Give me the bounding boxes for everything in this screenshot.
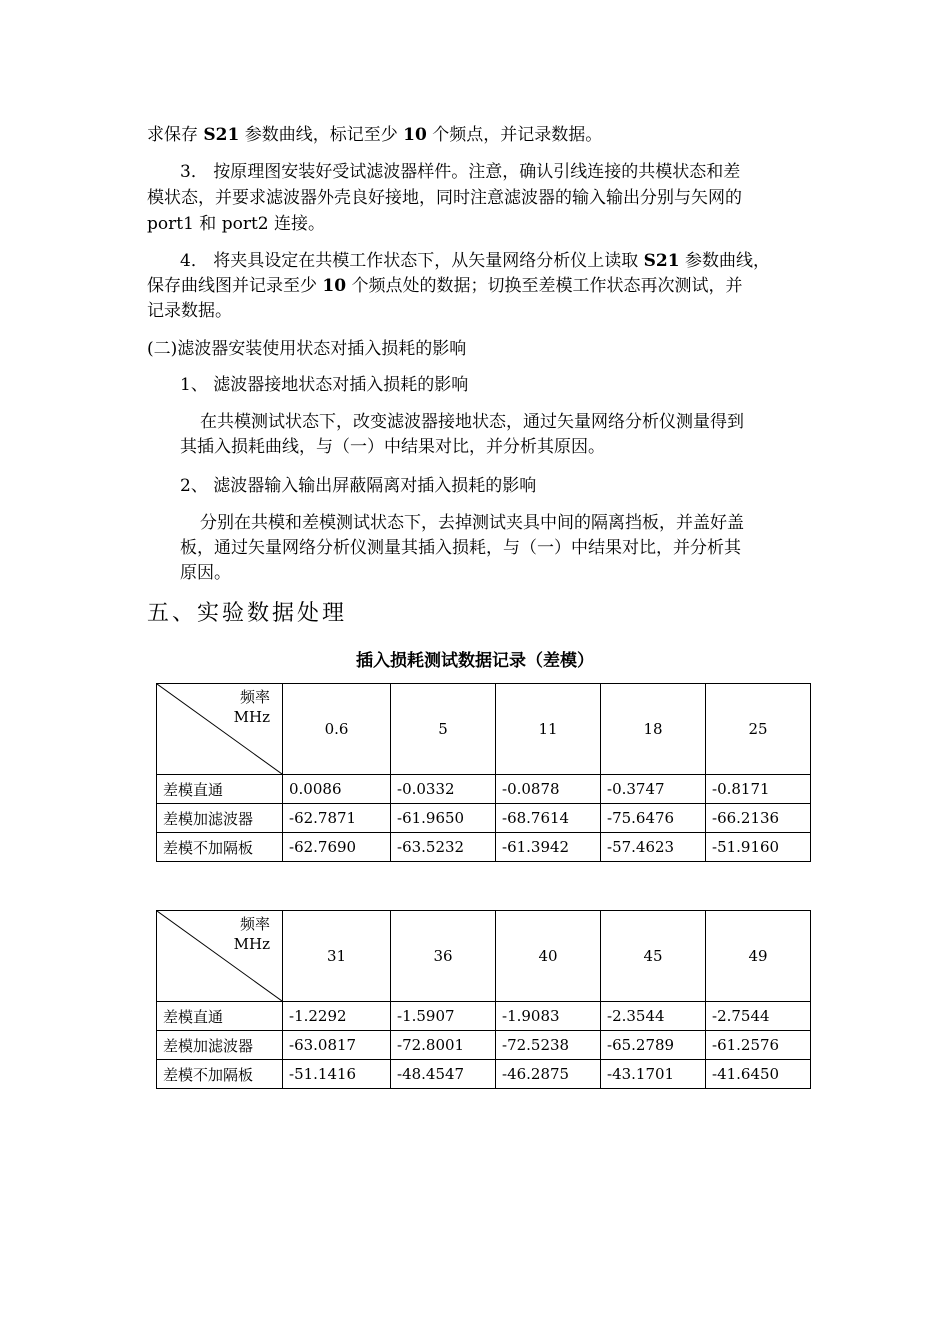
corner-cell bbox=[157, 911, 283, 1002]
freq-header: 0.6 bbox=[283, 684, 391, 775]
table-cell: 0.0086 bbox=[283, 775, 391, 804]
step-3-line-2: 模状态，并要求滤波器外壳良好接地，同时注意滤波器的输入输出分别与矢网的 bbox=[147, 188, 742, 208]
corner-label-frequency: 频率 bbox=[239, 915, 270, 933]
table-row bbox=[157, 804, 811, 833]
table-cell: -1.9083 bbox=[496, 1002, 601, 1031]
table-cell: -57.4623 bbox=[601, 833, 706, 862]
table-header-row bbox=[157, 911, 811, 1002]
table-cell: -62.7871 bbox=[283, 804, 391, 833]
table-cell: -61.9650 bbox=[391, 804, 496, 833]
table-cell: -0.0878 bbox=[496, 775, 601, 804]
freq-header: 36 bbox=[391, 911, 496, 1002]
step-4-line-1: 4． 将夹具设定在共模工作状态下，从矢量网络分析仪上读取 S21 参数曲线， bbox=[180, 251, 770, 271]
table-cell: -46.2875 bbox=[496, 1060, 601, 1089]
table-cell: -51.9160 bbox=[706, 833, 811, 862]
table-row bbox=[157, 1002, 811, 1031]
table-cell: -2.7544 bbox=[706, 1002, 811, 1031]
table-row bbox=[157, 833, 811, 862]
corner-cell bbox=[157, 684, 283, 775]
table-caption: 插入损耗测试数据记录（差模） bbox=[356, 651, 594, 671]
table-cell: -61.2576 bbox=[706, 1031, 811, 1060]
freq-header: 5 bbox=[391, 684, 496, 775]
section-2-title: (二)滤波器安装使用状态对插入损耗的影响 bbox=[147, 339, 467, 359]
subsection-2-title: 2、 滤波器输入输出屏蔽隔离对插入损耗的影响 bbox=[180, 476, 537, 496]
subsection-2-line-3: 原因。 bbox=[180, 563, 231, 583]
freq-header: 49 bbox=[706, 911, 811, 1002]
subsection-2-line-1: 分别在共模和差模测试状态下，去掉测试夹具中间的隔离挡板，并盖好盖 bbox=[200, 513, 744, 533]
row-label: 差模不加隔板 bbox=[157, 833, 283, 862]
data-table-2 bbox=[156, 910, 811, 1089]
row-label: 差模不加隔板 bbox=[157, 1060, 283, 1089]
table-cell: -1.5907 bbox=[391, 1002, 496, 1031]
section-heading: 五、实验数据处理 bbox=[147, 601, 348, 626]
step-3-line-1: 3． 按原理图安装好受试滤波器样件。注意，确认引线连接的共模状态和差 bbox=[180, 162, 741, 182]
freq-header: 40 bbox=[496, 911, 601, 1002]
table-cell: -72.5238 bbox=[496, 1031, 601, 1060]
subsection-1-line-1: 在共模测试状态下，改变滤波器接地状态，通过矢量网络分析仪测量得到 bbox=[200, 412, 744, 432]
table-cell: -0.0332 bbox=[391, 775, 496, 804]
table-cell: -66.2136 bbox=[706, 804, 811, 833]
subsection-1-line-2: 其插入损耗曲线，与（一）中结果对比，并分析其原因。 bbox=[180, 437, 605, 457]
table-cell: -0.3747 bbox=[601, 775, 706, 804]
table-cell: -68.7614 bbox=[496, 804, 601, 833]
table-cell: -1.2292 bbox=[283, 1002, 391, 1031]
paragraph-line: 求保存 S21 参数曲线，标记至少 10 个频点，并记录数据。 bbox=[147, 125, 603, 145]
table-cell: -2.3544 bbox=[601, 1002, 706, 1031]
table-row bbox=[157, 1060, 811, 1089]
corner-label-unit: MHz bbox=[233, 935, 270, 953]
step-4-line-2: 保存曲线图并记录至少 10 个频点处的数据；切换至差模工作状态再次测试，并 bbox=[147, 276, 743, 296]
subsection-2-line-2: 板，通过矢量网络分析仪测量其插入损耗，与（一）中结果对比，并分析其 bbox=[180, 538, 741, 558]
subsection-1-title: 1、 滤波器接地状态对插入损耗的影响 bbox=[180, 375, 469, 395]
table-cell: -61.3942 bbox=[496, 833, 601, 862]
table-cell: -63.0817 bbox=[283, 1031, 391, 1060]
table-cell: -72.8001 bbox=[391, 1031, 496, 1060]
freq-header: 11 bbox=[496, 684, 601, 775]
table-row bbox=[157, 775, 811, 804]
row-label: 差模加滤波器 bbox=[157, 1031, 283, 1060]
row-label: 差模直通 bbox=[157, 775, 283, 804]
row-label: 差模加滤波器 bbox=[157, 804, 283, 833]
table-header-row bbox=[157, 684, 811, 775]
freq-header: 25 bbox=[706, 684, 811, 775]
row-label: 差模直通 bbox=[157, 1002, 283, 1031]
data-table-1 bbox=[156, 683, 811, 862]
step-3-line-3: port1 和 port2 连接。 bbox=[147, 214, 325, 234]
step-4-line-3: 记录数据。 bbox=[147, 301, 232, 321]
table-cell: -75.6476 bbox=[601, 804, 706, 833]
corner-label-unit: MHz bbox=[233, 708, 270, 726]
table-cell: -62.7690 bbox=[283, 833, 391, 862]
freq-header: 31 bbox=[283, 911, 391, 1002]
table-cell: -51.1416 bbox=[283, 1060, 391, 1089]
freq-header: 18 bbox=[601, 684, 706, 775]
freq-header: 45 bbox=[601, 911, 706, 1002]
table-cell: -41.6450 bbox=[706, 1060, 811, 1089]
corner-label-frequency: 频率 bbox=[239, 688, 270, 706]
table-cell: -63.5232 bbox=[391, 833, 496, 862]
table-cell: -65.2789 bbox=[601, 1031, 706, 1060]
table-cell: -0.8171 bbox=[706, 775, 811, 804]
table-cell: -43.1701 bbox=[601, 1060, 706, 1089]
table-row bbox=[157, 1031, 811, 1060]
table-cell: -48.4547 bbox=[391, 1060, 496, 1089]
